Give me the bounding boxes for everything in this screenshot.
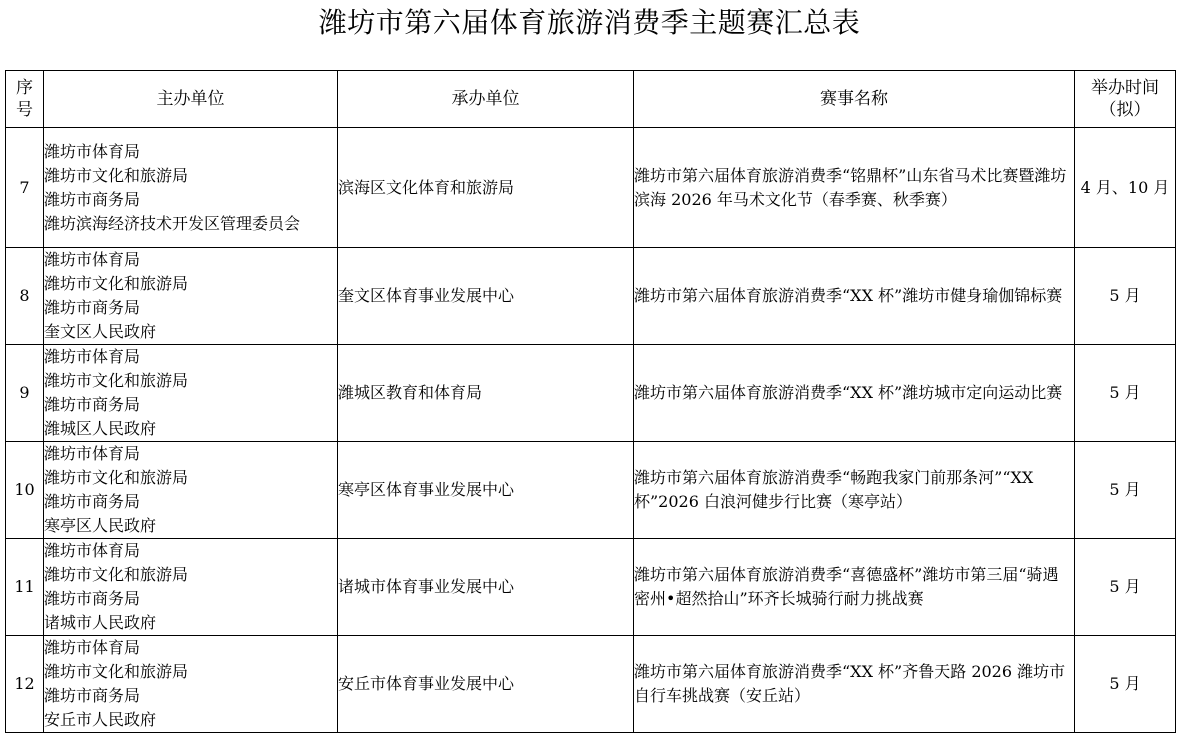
host-line: 潍坊市文化和旅游局: [44, 274, 189, 293]
header-event: 赛事名称: [634, 71, 1075, 128]
host-line: 潍坊市体育局: [44, 541, 141, 560]
header-seq: [6, 71, 44, 128]
table-row: [6, 248, 1176, 345]
host-line: 潍坊市体育局: [44, 444, 141, 463]
host-line: 潍坊市商务局: [44, 298, 141, 317]
host-cell: [44, 539, 338, 636]
table-header-row: [6, 71, 1176, 128]
host-cell: [44, 128, 338, 248]
host-line: 潍坊市商务局: [44, 686, 141, 705]
time-cell: 5 月: [1075, 345, 1176, 442]
event-cell: 潍坊市第六届体育旅游消费季“铭鼎杯”山东省马术比赛暨潍坊滨海 2026 年马术文化节（春季赛、秋季赛）: [634, 128, 1075, 248]
time-cell: 5 月: [1075, 442, 1176, 539]
header-seq-line1: 序: [16, 78, 33, 98]
header-seq-line2: 号: [16, 100, 33, 120]
organizer-cell: 寒亭区体育事业发展中心: [338, 442, 634, 539]
table-row: [6, 636, 1176, 733]
host-line: 安丘市人民政府: [44, 710, 157, 729]
time-cell: 5 月: [1075, 636, 1176, 733]
header-time-line1: 举办时间: [1091, 78, 1159, 98]
event-cell: 潍坊市第六届体育旅游消费季“XX 杯”潍坊城市定向运动比赛: [634, 345, 1075, 442]
host-line: 潍坊市文化和旅游局: [44, 662, 189, 681]
event-cell: 潍坊市第六届体育旅游消费季“XX 杯”齐鲁天路 2026 潍坊市自行车挑战赛（安丘站）: [634, 636, 1075, 733]
time-cell: 5 月: [1075, 248, 1176, 345]
time-cell: 5 月: [1075, 539, 1176, 636]
host-cell: [44, 345, 338, 442]
host-line: 潍坊市体育局: [44, 347, 141, 366]
event-cell: 潍坊市第六届体育旅游消费季“喜德盛杯”潍坊市第三届“骑遇密州•超然拾山”环齐长城骑行耐力挑战赛: [634, 539, 1075, 636]
seq-cell: 8: [6, 248, 44, 345]
host-line: 潍坊市商务局: [44, 189, 141, 209]
host-line: 潍坊市体育局: [44, 638, 141, 657]
host-line: 潍坊市文化和旅游局: [44, 565, 189, 584]
header-organizer: 承办单位: [338, 71, 634, 128]
event-cell: 潍坊市第六届体育旅游消费季“XX 杯”潍坊市健身瑜伽锦标赛: [634, 248, 1075, 345]
host-line: 潍坊滨海经济技术开发区管理委员会: [44, 213, 301, 233]
host-line: 诸城市人民政府: [44, 613, 157, 632]
organizer-cell: 潍城区教育和体育局: [338, 345, 634, 442]
host-line: 潍城区人民政府: [44, 419, 157, 438]
time-cell: 4 月、10 月: [1075, 128, 1176, 248]
host-line: 潍坊市商务局: [44, 395, 141, 414]
table-row: [6, 539, 1176, 636]
event-cell: 潍坊市第六届体育旅游消费季“畅跑我家门前那条河”“XX 杯”2026 白浪河健步行比赛（寒亭站）: [634, 442, 1075, 539]
header-host: 主办单位: [44, 71, 338, 128]
seq-cell: 7: [6, 128, 44, 248]
organizer-cell: 安丘市体育事业发展中心: [338, 636, 634, 733]
seq-cell: 11: [6, 539, 44, 636]
header-time: [1075, 71, 1176, 128]
host-cell: [44, 442, 338, 539]
event-summary-table: [5, 70, 1176, 733]
table-row: [6, 442, 1176, 539]
host-line: 潍坊市文化和旅游局: [44, 371, 189, 390]
host-line: 潍坊市文化和旅游局: [44, 165, 189, 185]
table-row: [6, 128, 1176, 248]
host-line: 潍坊市商务局: [44, 589, 141, 608]
host-line: 潍坊市体育局: [44, 250, 141, 269]
host-cell: [44, 248, 338, 345]
organizer-cell: 滨海区文化体育和旅游局: [338, 128, 634, 248]
host-line: 潍坊市文化和旅游局: [44, 468, 189, 487]
seq-cell: 12: [6, 636, 44, 733]
host-cell: [44, 636, 338, 733]
page-title: 潍坊市第六届体育旅游消费季主题赛汇总表: [318, 6, 861, 39]
seq-cell: 9: [6, 345, 44, 442]
header-time-line2: （拟）: [1099, 100, 1151, 120]
seq-cell: 10: [6, 442, 44, 539]
organizer-cell: 诸城市体育事业发展中心: [338, 539, 634, 636]
host-line: 奎文区人民政府: [44, 322, 157, 341]
host-line: 潍坊市商务局: [44, 492, 141, 511]
table-row: [6, 345, 1176, 442]
organizer-cell: 奎文区体育事业发展中心: [338, 248, 634, 345]
host-line: 潍坊市体育局: [44, 141, 141, 161]
host-line: 寒亭区人民政府: [44, 516, 157, 535]
